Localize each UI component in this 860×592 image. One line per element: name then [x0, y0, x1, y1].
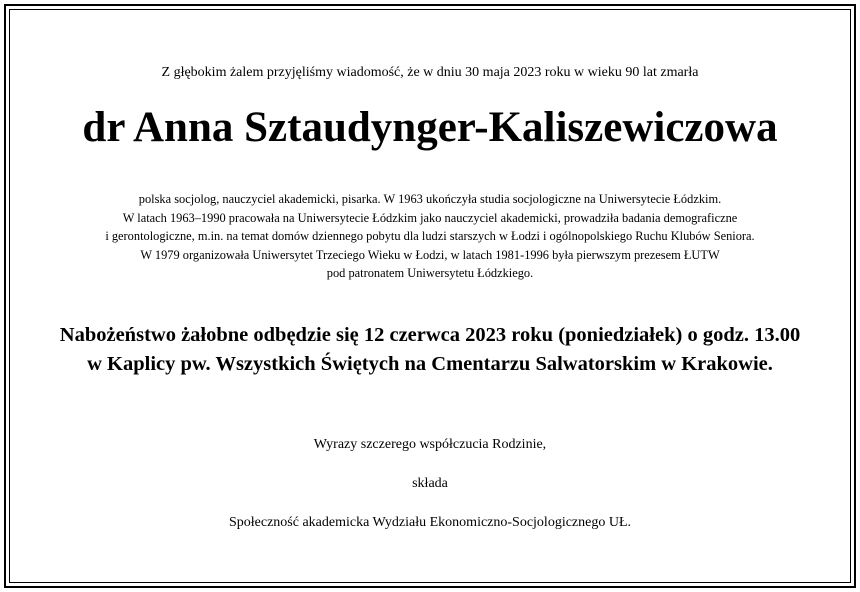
- bio-line: W latach 1963–1990 pracowała na Uniwersytecie Łódzkim jako nauczyciel akademicki, prowadziła badania demograficzne: [122, 210, 738, 225]
- sklada-text: składa: [412, 476, 448, 491]
- bio-line: i gerontologiczne, m.in. na temat domów dziennego pobytu dla ludzi starszych w Łodzi i ogólnopolskiego Ruchu Klubów Seniora.: [105, 229, 755, 243]
- service-line: Nabożeństwo żałobne odbędzie się 12 czerwca 2023 roku (poniedziałek) o godz. 13.00: [59, 324, 801, 346]
- intro-text: Z głębokim żalem przyjęliśmy wiadomość, że w dniu 30 maja 2023 roku w wieku 90 lat zmarła: [161, 65, 699, 80]
- service-line: w Kaplicy pw. Wszystkich Świętych na Cmentarzu Salwatorskim w Krakowie.: [87, 353, 773, 375]
- funeral-service-info: [0, 321, 860, 379]
- bio-line: pod patronatem Uniwersytetu Łódzkiego.: [326, 266, 534, 280]
- signature-text: Społeczność akademicka Wydziału Ekonomiczno-Socjologicznego UŁ.: [228, 515, 632, 530]
- bio-line: W 1979 organizowała Uniwersytet Trzeciego Wieku w Łodzi, w latach 1981-1996 była pierwszym prezesem ŁUTW: [140, 247, 720, 262]
- condolences-text: Wyrazy szczerego współczucia Rodzinie,: [313, 437, 547, 452]
- bio-line: polska socjolog, nauczyciel akademicki, pisarka. W 1963 ukończyła studia socjologiczne na Uniwersytecie Łódzkim.: [138, 192, 722, 206]
- deceased-name: dr Anna Sztaudynger-Kaliszewiczowa: [82, 104, 778, 151]
- biography: [0, 190, 860, 283]
